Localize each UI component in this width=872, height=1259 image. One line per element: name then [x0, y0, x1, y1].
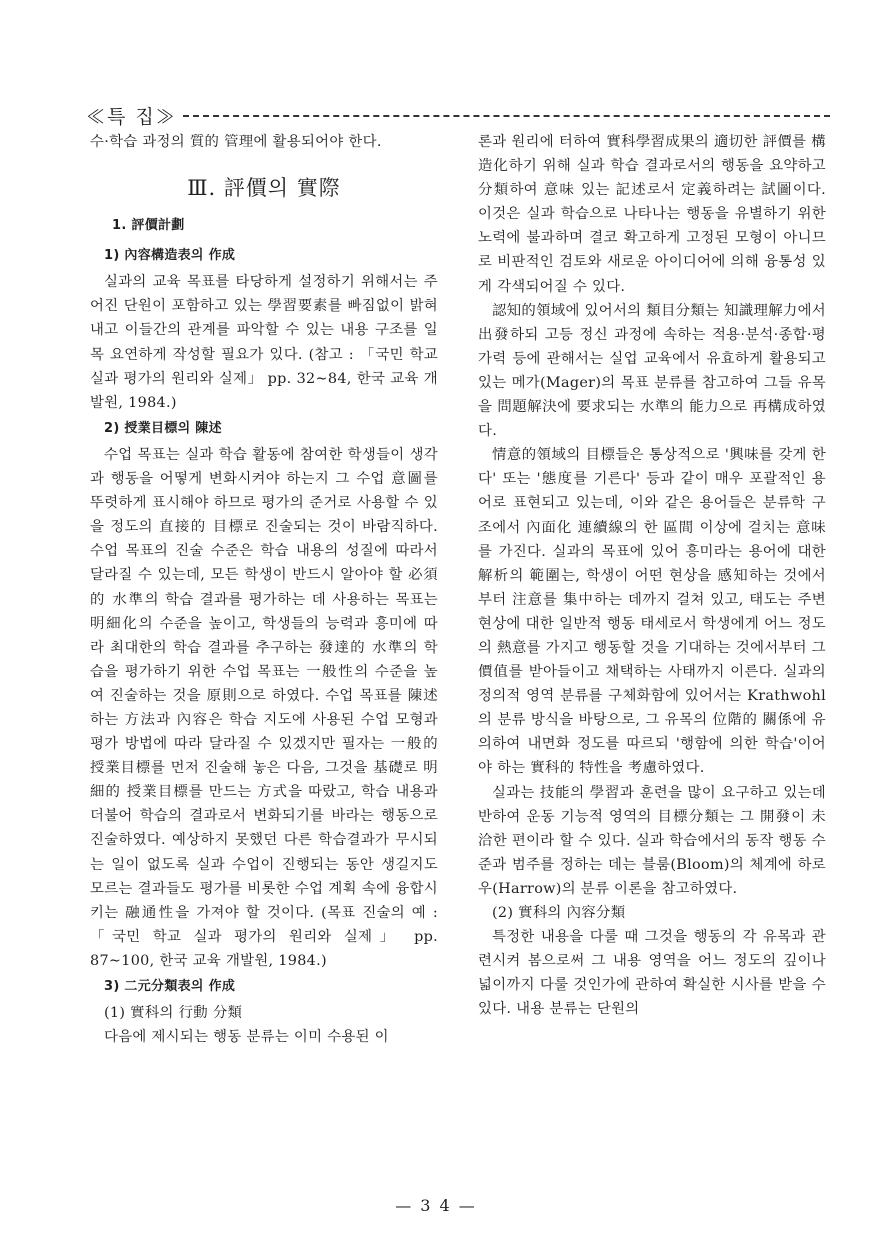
right-paragraph-3: 情意的領域의 目標들은 통상적으로 '興味를 갖게 한다' 또는 '態度를 기른다' 등과 같이 매우 포괄적인 용어로 표현되고 있는데, 이와 같은 용어들은 분류학 구조에서 內面化 連續線의 한 區間 이상에 걸치는 意味를 가진다. 실과의 목표에 있어 흥미라는 용어에 대한 解析의 範圍는, 학생이 어떤 현상을 感知하는 것에서부터 注意를 集中하는 데까지 걸쳐 있고, 태도는 주변 현상에 대한 일반적 행동 태세로서 학생에게 어느 정도의 熱意를 가지고 행동할 것을 기대하는 것에서부터 그 價值를 받아들이고 채택하는 사태까지 이른다. 실과의 정의적 영역 분류를 구체화함에 있어서는 Krathwohl의 분류 방식을 바탕으로, 그 유목의 位階的 關係에 유의하여 내면화 정도를 따르되 '행함에 의한 학습'이어야 하는 實科的 特性을 考慮하였다. — [478, 447, 826, 777]
subheading-1-3-2: (2) 實科의 內容分類 — [492, 905, 626, 921]
right-paragraph-2: 認知的領域에 있어서의 類目分類는 知識理解力에서 出發하되 고등 정신 과정에 속하는 적용·분석·종합·평가력 등에 관해서는 실업 교육에서 유효하게 활용되고 있는 메가(Mager)의 목표 분류를 참고하여 그들 유목을 問題解決에 要求되는 水準의 能力으로 再構成하였다. — [478, 302, 826, 440]
subheading-1-3-1: (1) 實科의 行動 分類 — [104, 1005, 243, 1022]
section-header — [86, 100, 830, 130]
left-paragraph-0: 수·학습 과정의 質的 管理에 활용되어야 한다. — [90, 134, 382, 150]
subheading-1: 1. 評價計劃 — [112, 218, 185, 234]
page-number: — 3 4 — — [395, 1196, 477, 1215]
left-paragraph-2: 수업 목표는 실과 학습 활동에 참여한 학생들이 생각과 행동을 어떻게 변화시켜야 하는지 그 수업 意圖를 뚜렷하게 표시해야 하므로 평가의 준거로 사용할 수 있을 정도의 直接的 目標로 진술되는 것이 바람직하다. 수업 목표의 진술 수준은 학습 내용의 성질에 따라서 달라질 수 있는데, 모든 학생이 반드시 알아야 할 必須的 水準의 학습 결과를 평가하는 데 사용하는 목표는 明細化의 수준을 높이고, 학생들의 능력과 흥미에 따라 최대한의 학습 결과를 추구하는 發達的 水準의 학습을 평가하기 위한 수업 목표는 一般性의 수준을 높여 진술하는 것을 原則으로 하였다. 수업 목표를 陳述하는 方法과 內容은 학습 지도에 사용된 수업 모형과 평가 방법에 따라 달라질 수 있겠지만 필자는 一般的 授業目標를 먼저 진술해 놓은 다음, 그것을 基礎로 明細的 授業目標를 만드는 方式을 따랐고, 학습 내용과 더불어 학습의 결과로서 변화되기를 바라는 행동으로 진술하였다. 예상하지 못했던 다른 학습결과가 무시되는 일이 없도록 실과 수업이 진행되는 동안 생길지도 모르는 결과들도 평가를 비롯한 수업 계획 속에 융합시키는 融通性을 가져야 할 것이다. (목표 진술의 예 : 「국민 학교 실과 평가의 원리와 실제」 pp. 87∼100, 한국 교육 개발원, 1984.) — [90, 446, 438, 969]
right-paragraph-1: 론과 원리에 터하여 實科學習成果의 適切한 評價를 構造化하기 위해 실과 학습 결과로서의 행동을 요약하고 分類하여 意味 있는 記述로서 定義하려는 試圖이다. 이것은 실과 학습으로 나타나는 행동을 유별하기 위한 노력에 불과하며 결코 확고하게 고정된 모형이 아니므로 비판적인 검토와 새로운 아이디어에 의해 융통성 있게 각색되어질 수 있다. — [478, 134, 826, 295]
left-paragraph-3: 다음에 제시되는 행동 분류는 이미 수용된 이 — [104, 1029, 389, 1046]
subheading-1-3: 3) 二元分類表의 作成 — [104, 979, 236, 994]
left-column — [90, 130, 438, 1049]
left-paragraph-1: 실과의 교육 목표를 타당하게 설정하기 위해서는 주어진 단원이 포함하고 있는 學習要素를 빠짐없이 밝혀 내고 이들간의 관계를 파악할 수 있는 내용 구조를 일목 요연하게 작성할 필요가 있다. (참고 : 「국민 학교 실과 평가의 원리와 실제」 pp. 32∼84, 한국 교육 개발원, 1984.) — [90, 274, 438, 411]
subheading-1-1: 1) 內容構造表의 作成 — [104, 248, 236, 264]
header-label: ≪특 집≫ — [86, 105, 177, 128]
header-dashed-rule — [183, 115, 830, 117]
section-heading: Ⅲ. 評價의 實際 — [187, 176, 341, 201]
right-column — [478, 130, 826, 1021]
subheading-1-2: 2) 授業目標의 陳述 — [104, 420, 222, 436]
right-paragraph-4: 실과는 技能의 學習과 훈련을 많이 요구하고 있는데 반하여 운동 기능적 영역의 目標分類는 그 開發이 未洽한 편이라 할 수 있다. 실과 학습에서의 동작 행동 수준과 범주를 정하는 데는 블룸(Bloom)의 체계에 하로우(Harrow)의 분류 이론을 참고하였다. — [478, 784, 826, 897]
right-paragraph-5: 특정한 내용을 다룰 때 그것을 행동의 각 유목과 관련시켜 봄으로써 그 내용 영역을 어느 정도의 깊이나 넓이까지 다룰 것인가에 관하여 확실한 시사를 받을 수 있다. 내용 분류는 단원의 — [478, 929, 826, 1018]
